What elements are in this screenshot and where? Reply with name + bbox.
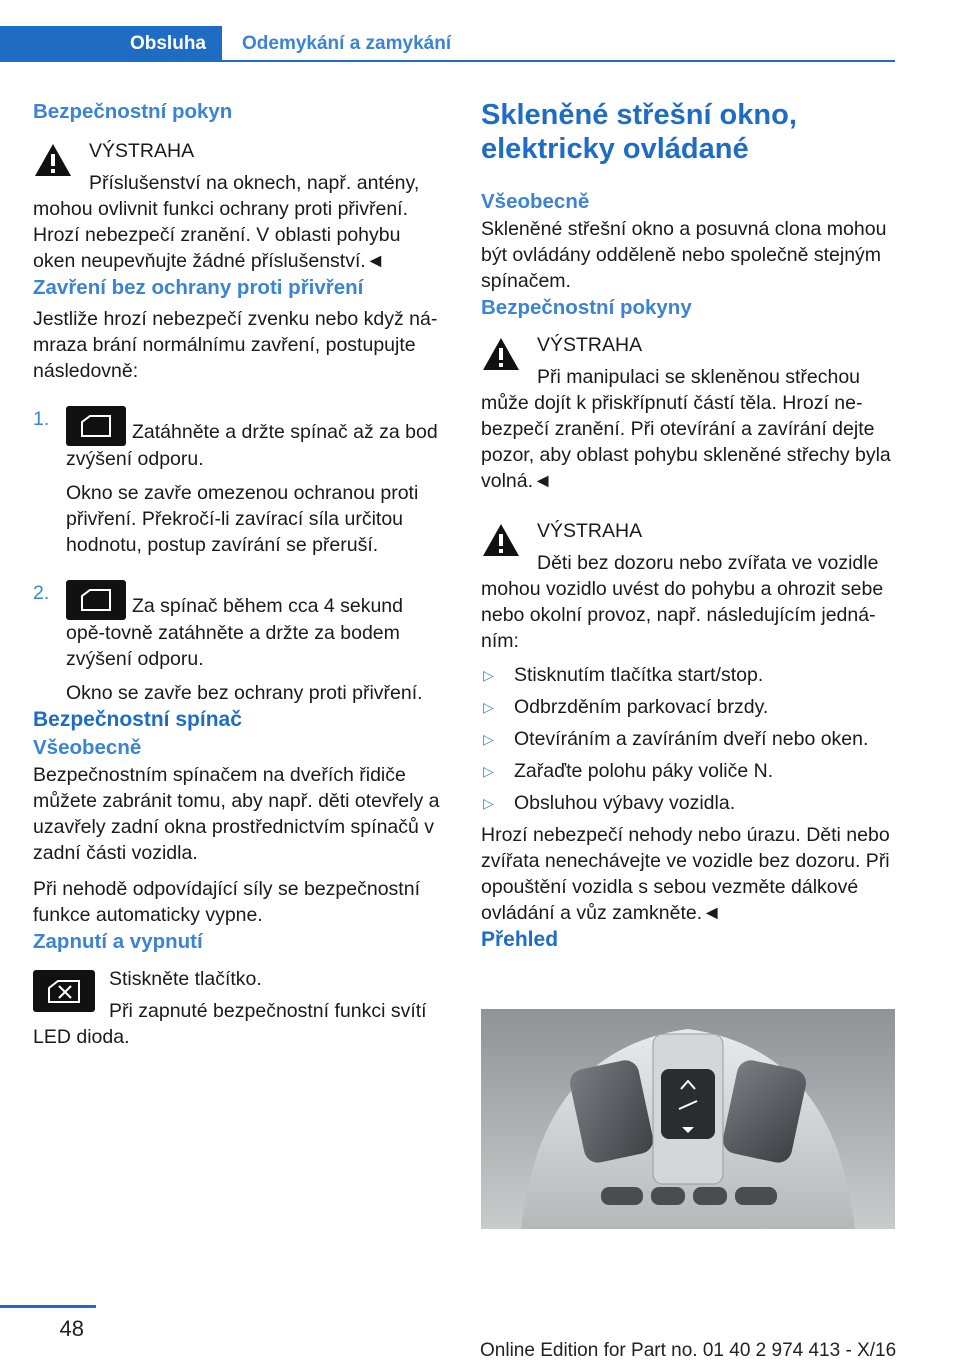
warning-block [481, 332, 895, 494]
bullet-text: Odbrzděním parkovací brzdy. [514, 696, 769, 718]
bullet-text: Obsluhou výbavy vozidla. [514, 792, 736, 814]
warning-title: VÝSTRAHA [537, 520, 643, 542]
close-intro: Jestliže hrozí nebezpečí zvenku nebo když ná‐mraza brání normálnímu zavření, postupujte následovně: [33, 308, 438, 382]
general-text: Skleněné střešní okno a posuvná clona mohou být ovládány odděleně nebo společně stejným spínačem. [481, 218, 887, 292]
step-subtext: Okno se zavře bez ochrany proti přivření. [66, 682, 423, 704]
warning-block [481, 518, 895, 654]
list-item [481, 726, 895, 752]
left-column [33, 98, 447, 1050]
list-item [481, 662, 895, 688]
overview-heading: Přehled [481, 928, 559, 951]
triangle-bullet-icon: ▷ [483, 699, 494, 715]
closing-text: Hrozí nebezpečí nehody nebo úrazu. Děti nebo zvířata nenechávejte ve vozidle bez dozoru. Při opouštění vozidla s sebou vezměte dálkové ovládání a vůz zamkněte.◄ [481, 824, 890, 924]
onoff-block [33, 966, 447, 1050]
warning-text: Děti bez dozoru nebo zvířata ve vozidle mohou vozidlo uvést do pohybu a ohrozit sebe nebo okolní provoz, např. následujícím jedná‐ním: [481, 552, 884, 652]
tab-odemykani[interactable]: Odemykání a zamykání [242, 33, 452, 54]
window-switch-icon [66, 406, 126, 446]
roof-console-photo [481, 1009, 895, 1229]
footer-rule [0, 1305, 96, 1308]
warning-text: Příslušenství na oknech, např. antény, mohou ovlivnit funkci ochrany proti přivření. Hrozí nebezpečí zranění. V oblasti pohybu oken neupevňujte žádné příslušenství.◄ [33, 172, 420, 272]
step-number: 2. [33, 582, 50, 604]
bullet-text: Otevíráním a zavíráním dveří nebo oken. [514, 728, 869, 750]
general-text-1: Bezpečnostním spínačem na dveřích řidiče můžete zabránit tomu, aby např. děti otevřely a uzavřely zadní okna prostřednictvím spínačů v zadní části vozidla. [33, 764, 440, 864]
warning-title: VÝSTRAHA [89, 140, 195, 162]
footer-edition: Online Edition for Part no. 01 40 2 974 413 - X/16 [480, 1340, 897, 1361]
triangle-bullet-icon: ▷ [483, 731, 494, 747]
tab-obsluha[interactable]: Obsluha [0, 26, 222, 62]
header-rule [222, 60, 895, 62]
triangle-bullet-icon: ▷ [483, 795, 494, 811]
list-item [481, 758, 895, 784]
list-item [33, 406, 447, 558]
page-number: 48 [59, 1316, 84, 1341]
bullet-text: Stisknutím tlačítka start/stop. [514, 664, 764, 686]
warning-title: VÝSTRAHA [537, 334, 643, 356]
right-column [481, 98, 895, 954]
warning-text: Při manipulaci se skleněnou střechou může dojít k přiskřípnutí částí těla. Hrozí ne‐bezpečí zranění. Při otevírání a zavírání dejte pozor, aby oblast pohybu skleněné střechy byla volná.◄ [481, 366, 891, 492]
onoff-text-2: Při zapnuté bezpečnostní funkci svítí LED dioda. [33, 1000, 427, 1048]
list-item [481, 694, 895, 720]
warning-triangle-icon [33, 142, 73, 178]
general-heading: Všeobecně [481, 190, 590, 213]
window-switch-icon [66, 580, 126, 620]
main-heading: Skleněné střešní okno, elektricky ovládané [481, 99, 797, 165]
onoff-heading: Zapnutí a vypnutí [33, 930, 203, 953]
step-text: Zatáhněte a držte spínač až za bod zvýšení odporu. [66, 421, 438, 470]
list-item [481, 790, 895, 816]
close-heading: Zavření bez ochrany proti přivření [33, 276, 364, 299]
warning-triangle-icon [481, 522, 521, 558]
list-item [33, 580, 447, 706]
bullet-text: Zařaďte polohu páky voliče N. [514, 760, 774, 782]
switch-heading: Bezpečnostní spínač [33, 708, 242, 731]
triangle-bullet-icon: ▷ [483, 667, 494, 683]
step-number: 1. [33, 408, 50, 430]
triangle-bullet-icon: ▷ [483, 763, 494, 779]
general-heading: Všeobecně [33, 736, 142, 759]
steps-list [33, 406, 447, 706]
child-lock-button-icon [33, 970, 95, 1012]
step-text: Za spínač během cca 4 sekund opě‐tovně zatáhněte a držte za bodem zvýšení odporu. [66, 595, 403, 670]
onoff-text-1: Stiskněte tlačítko. [109, 968, 262, 990]
warning-block [33, 138, 447, 274]
general-text-2: Při nehodě odpovídající síly se bezpečnostní funkce automaticky vypne. [33, 878, 420, 926]
safety-heading: Bezpečnostní pokyn [33, 100, 233, 123]
warning-triangle-icon [481, 336, 521, 372]
step-subtext: Okno se zavře omezenou ochranou proti přivření. Překročí-li zavírací síla určitou hodnotu, postup zavírání se přeruší. [66, 482, 419, 556]
safety-heading: Bezpečnostní pokyny [481, 296, 692, 319]
bullet-list [481, 662, 895, 816]
page-header [0, 0, 960, 62]
